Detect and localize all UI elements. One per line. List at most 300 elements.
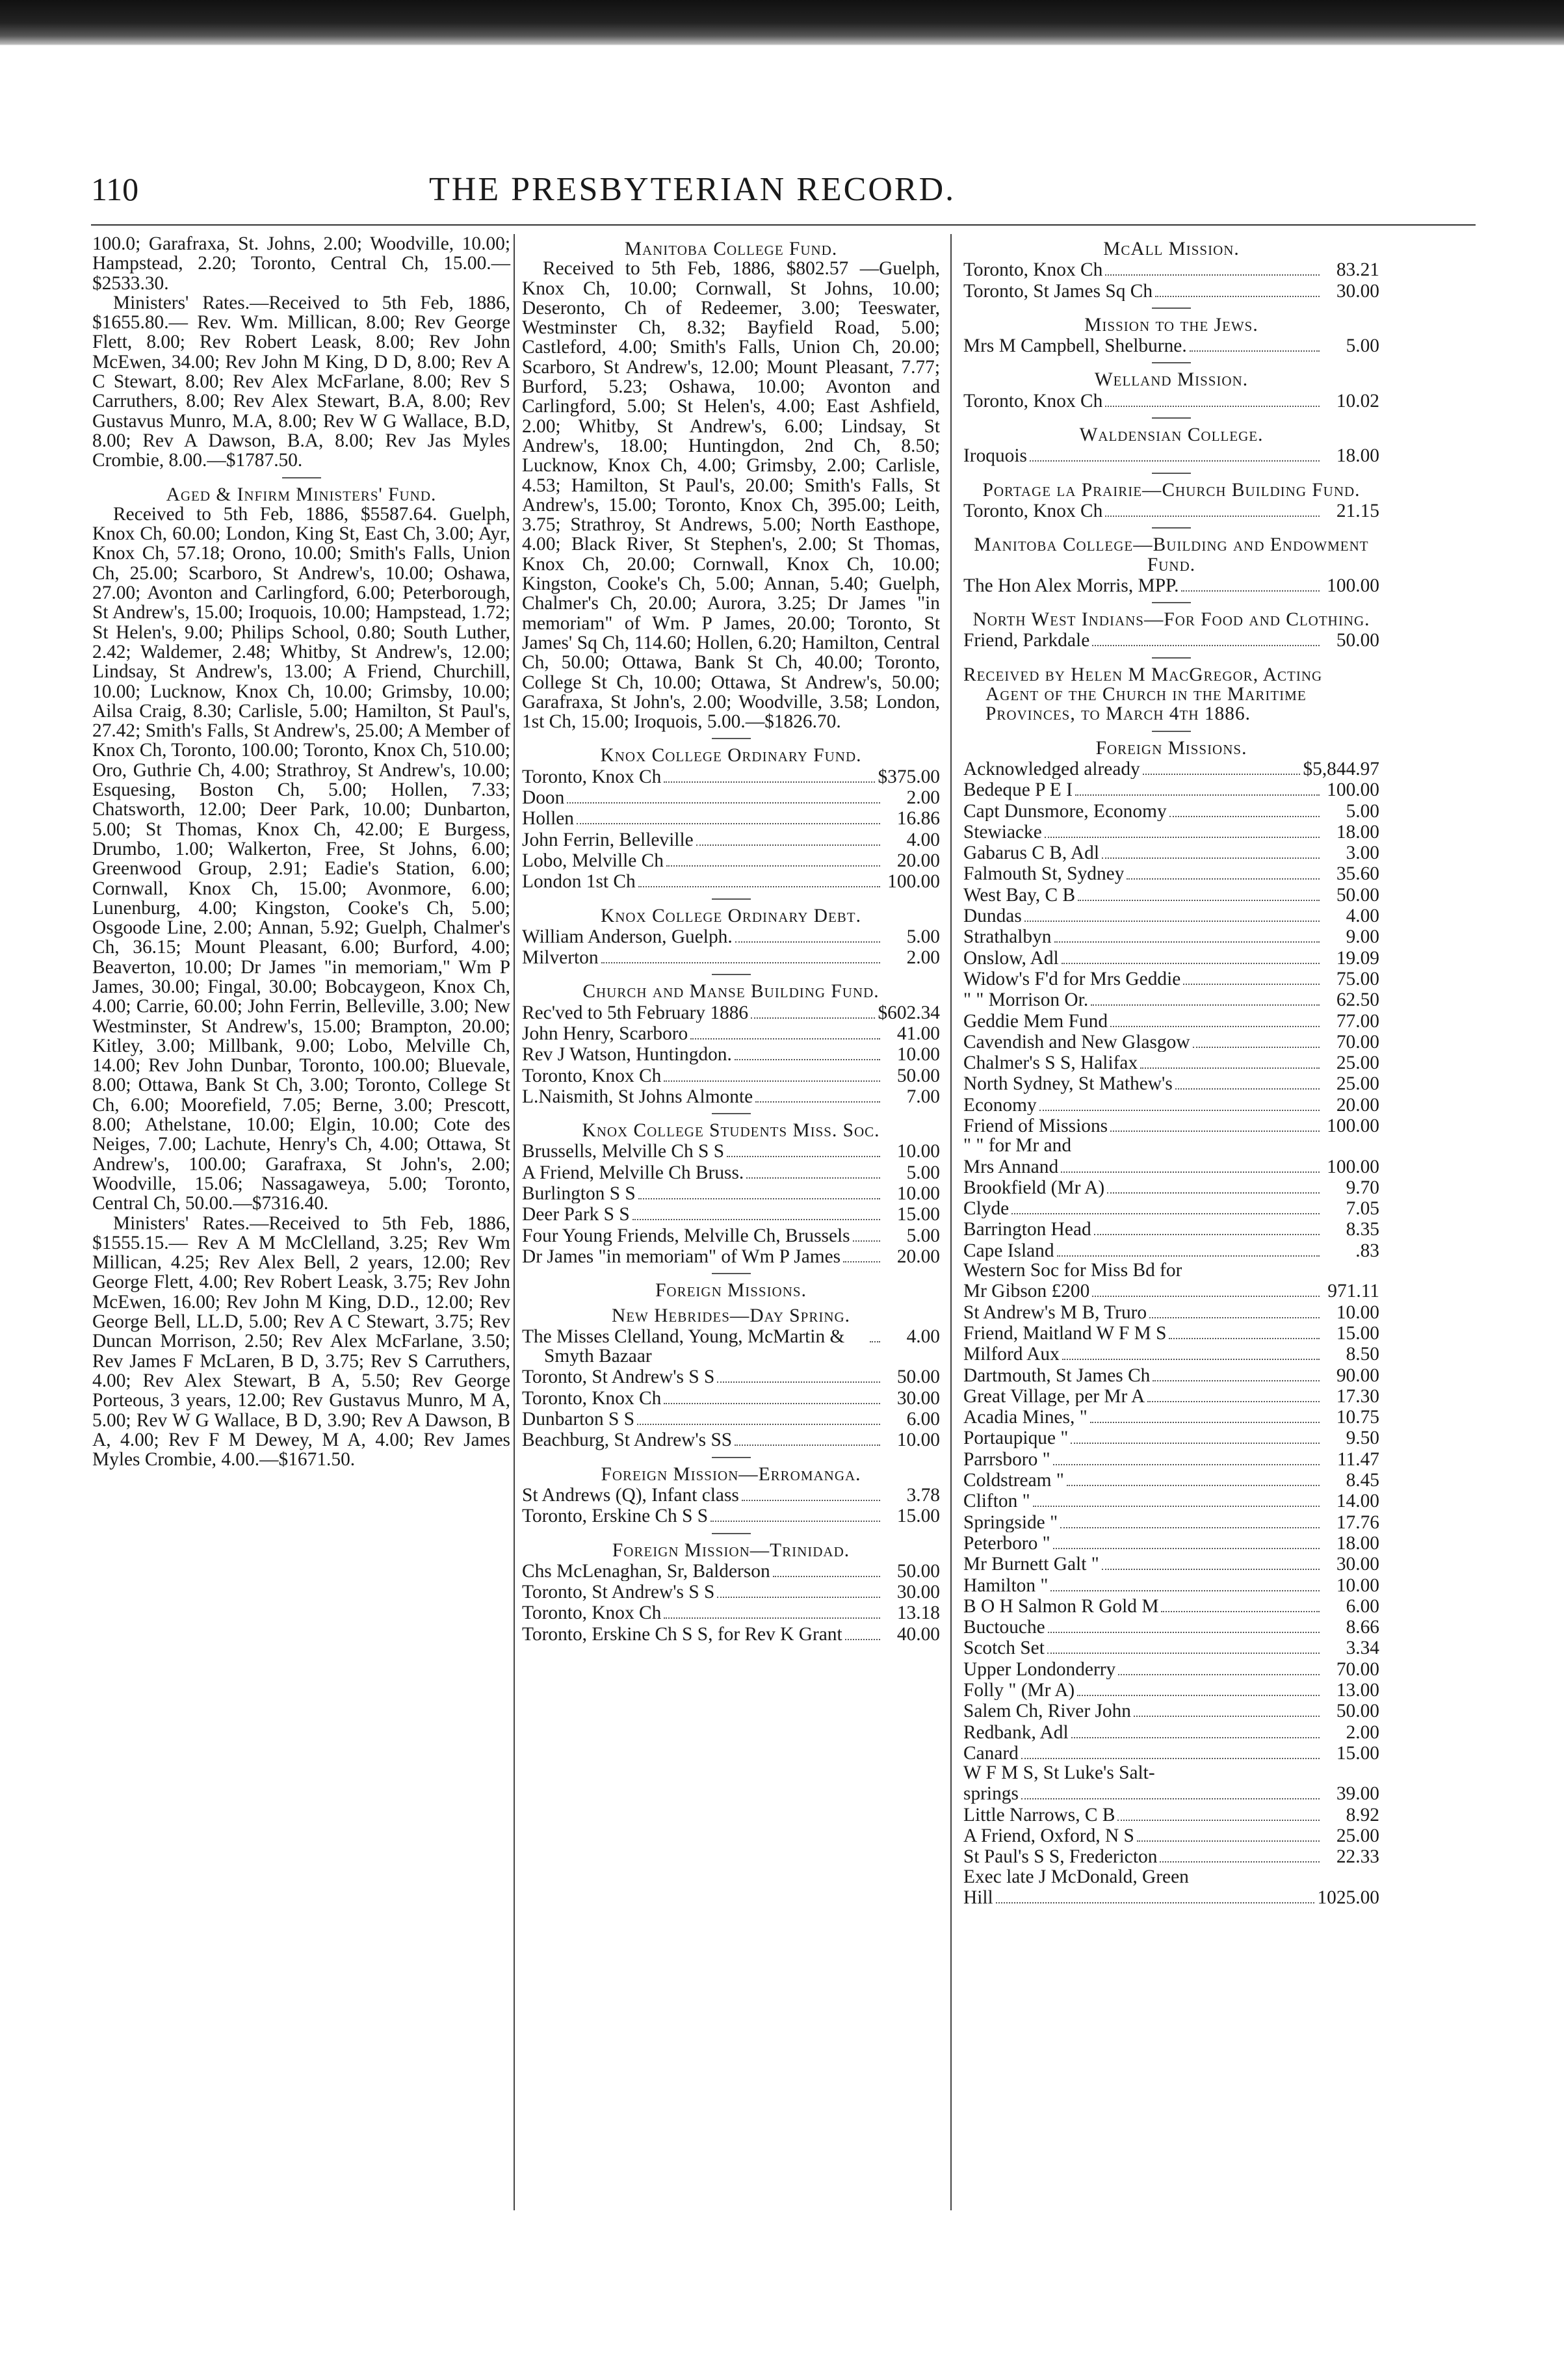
entry-name: Widow's F'd for Mrs Geddie: [963, 969, 1181, 989]
entry-name: Toronto, St Andrew's S S: [522, 1367, 715, 1387]
list-item: [963, 1595, 1379, 1616]
entry-amount: 10.00: [896, 1183, 940, 1205]
entry-name: St Andrew's M B, Truro: [963, 1302, 1147, 1322]
entry-amount: $375.00: [878, 766, 940, 787]
entry-amount: 16.86: [896, 808, 940, 830]
leader-dots: [1021, 1742, 1320, 1759]
entry-name: Mrs M Campbell, Shelburne.: [963, 336, 1187, 356]
list-item: [963, 1280, 1379, 1301]
entry-amount: 10.00: [896, 1044, 940, 1066]
trinidad-heading: Foreign Mission—Trinidad.: [612, 1539, 850, 1561]
entry-name: Hill: [963, 1887, 993, 1908]
leader-dots: [567, 787, 880, 804]
list-item: [963, 905, 1379, 926]
leader-dots: [717, 1366, 880, 1383]
running-title: THE PRESBYTERIAN RECORD.: [429, 171, 956, 208]
page-header: [91, 170, 1476, 216]
leader-dots: [1149, 1301, 1320, 1318]
entry-name: Lobo, Melville Ch: [522, 850, 664, 871]
leader-dots: [1062, 1343, 1320, 1360]
list-item: [522, 850, 940, 870]
list-item: [522, 1326, 940, 1367]
leader-dots: [870, 1326, 880, 1342]
entry-amount: 18.00: [1336, 445, 1379, 467]
scan-top-band: [0, 0, 1564, 46]
entry-name: Geddie Mem Fund: [963, 1011, 1108, 1031]
entry-amount: 971.11: [1327, 1281, 1379, 1302]
entry-name: North Sydney, St Mathew's: [963, 1074, 1173, 1094]
entry-amount: 21.15: [1336, 500, 1379, 521]
list-item: [963, 1427, 1379, 1448]
entry-name: springs: [963, 1784, 1019, 1804]
list-item: [522, 1246, 940, 1266]
list-item: [963, 884, 1379, 905]
leader-dots: [1143, 758, 1301, 775]
entry-name: Friend, Maitland W F M S: [963, 1323, 1167, 1344]
entry-name: Acadia Mines, ": [963, 1407, 1088, 1428]
leader-dots: [1102, 1553, 1320, 1570]
entry-name: Western Soc for Miss Bd for: [963, 1261, 1182, 1281]
section-divider: [1152, 657, 1191, 659]
entry-name: Toronto, St Andrew's S S: [522, 1582, 715, 1602]
entry-amount: 70.00: [1336, 1031, 1379, 1053]
leader-dots: [1039, 1094, 1320, 1111]
entry-amount: 11.47: [1336, 1448, 1379, 1470]
list-item: [963, 1804, 1379, 1825]
entry-amount: 62.50: [1336, 989, 1379, 1011]
entry-name: Iroquois: [963, 446, 1027, 466]
entry-amount: 5.00: [906, 1162, 940, 1183]
list-item: [963, 1867, 1379, 1887]
list-item: [963, 1825, 1379, 1846]
column-3: [963, 234, 1379, 1907]
entry-amount: 5.00: [906, 1225, 940, 1246]
manitoba-college-heading: Manitoba College Fund.: [624, 239, 838, 259]
leader-dots: [742, 1484, 880, 1501]
list-item: [963, 1490, 1379, 1511]
entry-name: London 1st Ch: [522, 872, 636, 892]
entry-name: Barrington Head: [963, 1220, 1091, 1240]
leader-dots: [853, 1225, 880, 1242]
entry-name: The Misses Clelland, Young, McMartin & Smyth Bazaar: [522, 1326, 845, 1367]
entry-amount: 30.00: [896, 1387, 940, 1409]
leader-dots: [710, 1505, 880, 1522]
entry-amount: $602.34: [878, 1002, 940, 1023]
leader-dots: [664, 1387, 880, 1404]
list-item: [963, 1115, 1379, 1136]
welland-heading: Welland Mission.: [1094, 369, 1249, 391]
dayspring-list: [522, 1366, 940, 1450]
entry-amount: 9.70: [1346, 1177, 1379, 1198]
section-divider: [282, 477, 321, 478]
list-item: [963, 259, 1379, 280]
leader-dots: [773, 1560, 880, 1577]
list-item: [963, 1469, 1379, 1490]
entry-amount: 50.00: [1336, 630, 1379, 651]
entry-amount: 9.00: [1346, 926, 1379, 948]
entry-amount: 25.00: [1336, 1073, 1379, 1095]
erromanga-list: [522, 1484, 940, 1526]
entry-name: Toronto, Erskine Ch S S: [522, 1506, 709, 1526]
portage-heading: Portage la Prairie—Church Building Fund.: [982, 479, 1361, 501]
entry-name: Great Village, per Mr A: [963, 1386, 1145, 1407]
leader-dots: [1092, 629, 1320, 646]
entry-name: Strathalbyn: [963, 927, 1052, 947]
entry-amount: 10.75: [1336, 1407, 1379, 1428]
leader-dots: [1102, 842, 1320, 859]
leader-dots: [1107, 1177, 1320, 1194]
entry-name: Brookfield (Mr A): [963, 1177, 1105, 1198]
entry-name: Upper Londonderry: [963, 1659, 1116, 1679]
column-2: [522, 234, 940, 1644]
header-rule: [91, 224, 1476, 226]
entry-name: Toronto, Knox Ch: [963, 260, 1103, 280]
entry-name: A Friend, Oxford, N S: [963, 1826, 1134, 1846]
leader-dots: [664, 766, 875, 783]
entry-name: " " Morrison Or.: [963, 990, 1089, 1010]
list-item: [522, 1203, 940, 1224]
leader-dots: [1071, 1427, 1320, 1444]
list-item: [963, 1783, 1379, 1803]
list-item: [522, 1505, 940, 1526]
leader-dots: [1011, 1197, 1320, 1214]
list-item: [963, 1343, 1379, 1364]
leader-dots: [1183, 968, 1320, 985]
church-manse-heading: Church and Manse Building Fund.: [582, 981, 880, 1002]
section-divider: [1152, 527, 1191, 529]
knox-debt-list: [522, 926, 940, 968]
leader-dots: [746, 1162, 880, 1179]
entry-name: Exec late J McDonald, Green: [963, 1866, 1189, 1887]
leader-dots: [601, 947, 880, 963]
entry-amount: 50.00: [896, 1065, 940, 1086]
entry-name: Acknowledged already: [963, 759, 1140, 779]
leader-dots: [1074, 1136, 1320, 1151]
entry-amount: 19.09: [1336, 947, 1379, 969]
entry-name: Mr Gibson £200: [963, 1281, 1090, 1301]
leader-dots: [690, 1023, 880, 1040]
leader-dots: [1091, 989, 1320, 1006]
leader-dots: [1158, 1763, 1320, 1779]
entry-name: Chalmer's S S, Halifax: [963, 1053, 1138, 1073]
entry-amount: 25.00: [1336, 1825, 1379, 1847]
list-item: [522, 1408, 940, 1429]
leader-dots: [1071, 1721, 1320, 1738]
entry-amount: 100.00: [1327, 1156, 1379, 1177]
list-item: [522, 807, 940, 828]
section-divider: [712, 1273, 751, 1274]
entry-amount: 75.00: [1336, 968, 1379, 989]
entry-name: Hamilton ": [963, 1575, 1049, 1595]
list-item: [963, 1094, 1379, 1115]
list-item: [963, 1553, 1379, 1574]
entry-amount: 9.50: [1346, 1428, 1379, 1449]
list-item: [522, 1484, 940, 1505]
entry-amount: 15.00: [1336, 1322, 1379, 1344]
leader-dots: [1110, 1010, 1320, 1027]
leader-dots: [1140, 1052, 1320, 1069]
list-item: [963, 758, 1379, 779]
entry-amount: 30.00: [1336, 1554, 1379, 1575]
entry-amount: 10.00: [1336, 1575, 1379, 1596]
column-1: [92, 234, 510, 1469]
entry-name: Deer Park S S: [522, 1205, 630, 1225]
entry-name: John Ferrin, Belleville: [522, 830, 694, 850]
entry-amount: 90.00: [1336, 1365, 1379, 1386]
leader-dots: [1153, 1365, 1320, 1381]
entry-name: Cape Island: [963, 1240, 1054, 1261]
entry-name: Capt Dunsmore, Economy: [963, 801, 1167, 821]
northwest-indians-list: [963, 629, 1379, 650]
leader-dots: [1021, 1783, 1320, 1799]
section-divider: [712, 1113, 751, 1114]
section-divider: [1152, 602, 1191, 603]
entry-amount: 83.21: [1336, 259, 1379, 281]
leader-dots: [1175, 1073, 1320, 1090]
continuation-paragraph: 100.0; Garafraxa, St. Johns, 2.00; Woodville, 10.00; Hampstead, 2.20; Toronto, Central Ch, 15.00.—$2533.30.: [92, 233, 510, 294]
ministers-rates-paragraph: Ministers' Rates.—Received to 5th Feb, 1886, $1655.80.— Rev. Wm. Millican, 8.00; Rev George Flett, 8.00; Rev Robert Leask, 8.00; Rev John McEwen, 34.00; Rev John M King, D D, 8.00; Rev A C Stewart, 8.00; Rev Alex McFarlane, 8.00; Rev S Carruthers, 8.00; Rev Alex Stewart, B.A, 8.00; Rev Gustavus Munro, M.A, 8.00; Rev W G Wallace, B.D, 8.00; Rev A Dawson, B.A, 8.00; Rev Jas Myles Crombie, 8.00.—$1787.50.: [92, 292, 510, 471]
list-item: [963, 1073, 1379, 1093]
leader-dots: [1169, 800, 1320, 817]
leader-dots: [735, 1429, 880, 1446]
entry-amount: 70.00: [1336, 1658, 1379, 1680]
list-item: [963, 1637, 1379, 1658]
entry-name: Canard: [963, 1743, 1019, 1764]
entry-amount: 3.78: [906, 1484, 940, 1506]
entry-name: Friend, Parkdale: [963, 631, 1090, 651]
entry-name: Peterboro ": [963, 1533, 1050, 1554]
leader-dots: [1134, 1700, 1320, 1717]
entry-amount: 8.35: [1346, 1219, 1379, 1240]
list-item: [522, 1429, 940, 1450]
welland-list: [963, 390, 1379, 411]
list-item: [963, 1448, 1379, 1469]
leader-dots: [996, 1887, 1315, 1903]
entry-amount: 15.00: [896, 1506, 940, 1527]
leader-dots: [1075, 779, 1320, 796]
entry-amount: 25.00: [1336, 1053, 1379, 1074]
entry-name: Hollen: [522, 809, 574, 829]
entry-name: Stewiacke: [963, 822, 1042, 843]
entry-amount: 41.00: [896, 1023, 940, 1044]
leader-dots: [1053, 1532, 1320, 1549]
list-item: [963, 1575, 1379, 1595]
foreign-missions-list: [963, 758, 1379, 1907]
list-item: [963, 575, 1379, 595]
entry-name: Bedeque P E I: [963, 780, 1073, 800]
list-item: [522, 1002, 940, 1023]
entry-amount: 7.05: [1346, 1198, 1379, 1220]
list-item: [522, 1183, 940, 1203]
portage-list: [963, 500, 1379, 521]
list-item: [963, 1322, 1379, 1343]
leader-dots: [1030, 445, 1320, 462]
entry-name: " " for Mr and: [963, 1136, 1072, 1156]
entry-name: Brussells, Melville Ch S S: [522, 1142, 725, 1162]
leader-dots: [1054, 926, 1320, 943]
section-divider: [712, 1457, 751, 1458]
entry-amount: 50.00: [1336, 884, 1379, 906]
leader-dots: [1192, 1867, 1320, 1883]
leader-dots: [664, 1065, 880, 1082]
entry-name: Friend of Missions: [963, 1116, 1108, 1136]
leader-dots: [1048, 1616, 1320, 1633]
list-item: [963, 280, 1379, 301]
list-item: [963, 779, 1379, 800]
list-item: [963, 1218, 1379, 1239]
list-item: [963, 926, 1379, 947]
entry-name: St Paul's S S, Fredericton: [963, 1847, 1158, 1867]
list-item: [522, 1043, 940, 1064]
list-item: [522, 870, 940, 891]
list-item: [963, 989, 1379, 1010]
list-item: [963, 1721, 1379, 1742]
entry-name: Toronto, Erskine Ch S S, for Rev K Grant: [522, 1624, 842, 1644]
list-item: [522, 787, 940, 807]
leader-dots: [666, 850, 880, 867]
entry-amount: 2.00: [906, 947, 940, 969]
entry-name: Little Narrows, C B: [963, 1805, 1115, 1825]
aged-infirm-paragraph: Received to 5th Feb, 1886, $5587.64. Guelph, Knox Ch, 60.00; London, King St, East Ch, 3.00; Ayr, Knox Ch, 57.18; Orono, 10.00; Smith's Falls, Union Ch, 25.00; Scarboro, St Andrew's, 10.00; Oshawa, 27.00; Avonton and Carlingford, 6.00; Peterborough, St Andrew's, 15.00; Iroquois, 10.00; Hampstead, 1.72; St Helen's, 9.00; Philips School, 0.80; South Luther, 2.42; Waldemer, 2.48; Whitby, St Andrew's, 12.00; Lindsay, St Andrew's, 13.00; A Friend, Churchill, 10.00; Lucknow, Knox Ch, 10.00; Grimsby, 10.00; Ailsa Craig, 8.30; Carlisle, 5.00; Hamilton, St Paul's, 27.42; Smith's Falls, St Andrew's, 25.00; A Member of Knox Ch, Toronto, 100.00; Toronto, Knox Ch, 510.00; Oro, Guthrie Ch, 4.00; Strathroy, St Andrew's, 10.00; Esquesing, Boston Ch, 5.00; Hollen, 7.33; Chatsworth, 12.00; Deer Park, 10.00; Dunbarton, 5.00; St Thomas, Knox Ch, 42.00; E Burgess, Drumbo, 1.00; Walkerton, Free, St Johns, 6.00; Greenwood Group, 2.91; Eadie's Station, 6.00; Cornwall, Knox Ch, 15.00; Avonmore, 6.00; Lunenburg, 4.00; Kingston, Cooke's Ch, 5.00; Osgoode Line, 2.00; Annan, 5.92; Guelph, Chalmer's Ch, 36.15; Mount Pleasant, 6.00; Burford, 4.00; Beaverton, 10.00; Dr James "in memoriam," Wm P James, 30.00; Fingal, 30.00; Bobcaygeon, Knox Ch, 4.00; Carrie, 60.00; John Ferrin, Belleville, 3.00; New Westminster, St Andrew's, 15.00; Brampton, 20.00; Kitley, 3.00; Millbank, 9.00; Lobo, Melville Ch, 14.00; Rev John Dunbar, Toronto, 100.00; Bluevale, 8.00; Ottawa, Bank St Ch, 3.00; Toronto, College St Ch, 6.00; Moorefield, 7.05; Berne, 3.00; Prescott, 8.00; Athelstane, 10.00; Elgin, 10.00; Cote des Neiges, 7.00; Lachute, Henry's Ch, 4.00; Ottawa, St Andrew's, 100.00; Garafraxa, St John's, 2.00; Woodville, 15.06; Nassagaweya, 5.00; Toronto, Central Ch, 50.00.—$7316.40.: [92, 503, 510, 1214]
entry-amount: 50.00: [896, 1367, 940, 1388]
list-item: [522, 947, 940, 967]
list-item: [522, 1140, 940, 1161]
entry-amount: 13.18: [896, 1602, 940, 1624]
entry-amount: 8.66: [1346, 1617, 1379, 1638]
entry-amount: 100.00: [1327, 1115, 1379, 1136]
list-item: [963, 1616, 1379, 1637]
entry-amount: 30.00: [1336, 280, 1379, 302]
entry-name: Parrsboro ": [963, 1449, 1050, 1470]
leader-dots: [664, 1602, 880, 1619]
entry-amount: 39.00: [1336, 1783, 1379, 1805]
list-item: [522, 1581, 940, 1602]
entry-name: Toronto, Knox Ch: [522, 1388, 662, 1409]
entry-amount: 20.00: [896, 1246, 940, 1267]
list-item: [963, 1136, 1379, 1155]
list-item: [963, 1031, 1379, 1052]
entry-amount: 1025.00: [1317, 1887, 1379, 1908]
leader-dots: [1094, 1218, 1320, 1235]
leader-dots: [1118, 1658, 1320, 1675]
section-divider: [712, 1533, 751, 1534]
entry-amount: 18.00: [1336, 821, 1379, 843]
entry-name: Toronto, Knox Ch: [522, 1066, 662, 1086]
list-item: [963, 1511, 1379, 1532]
leader-dots: [1090, 1406, 1320, 1423]
entry-amount: 100.00: [887, 871, 940, 893]
list-item: [963, 1385, 1379, 1406]
leader-dots: [1078, 884, 1320, 901]
leader-dots: [1057, 1240, 1320, 1257]
entry-name: Milverton: [522, 948, 599, 968]
entry-name: William Anderson, Guelph.: [522, 926, 733, 947]
received-by-heading: Received by Helen M MacGregor, Acting Agent of the Church in the Maritime Provinces, to March 4th 1886.: [963, 664, 1323, 725]
list-item: [963, 390, 1379, 411]
list-item: [963, 1846, 1379, 1866]
entry-amount: 3.34: [1346, 1638, 1379, 1659]
leader-dots: [632, 1203, 880, 1220]
entry-amount: 17.30: [1336, 1385, 1379, 1407]
column-rule-1: [514, 234, 515, 2210]
entry-name: Scotch Set: [963, 1638, 1045, 1658]
list-item: [522, 926, 940, 947]
entry-name: Mr Burnett Galt ": [963, 1554, 1099, 1575]
knox-ordinary-heading: Knox College Ordinary Fund.: [600, 745, 862, 766]
entry-amount: 8.50: [1346, 1344, 1379, 1365]
entry-name: Economy: [963, 1095, 1037, 1115]
entry-amount: 7.00: [906, 1086, 940, 1107]
leader-dots: [577, 807, 880, 824]
entry-amount: 6.00: [1346, 1595, 1379, 1617]
entry-name: Folly " (Mr A): [963, 1680, 1075, 1701]
knox-ordinary-list: [522, 766, 940, 892]
leader-dots: [1047, 1637, 1320, 1654]
students-list: [522, 1140, 940, 1224]
entry-name: Clyde: [963, 1199, 1010, 1219]
entry-name: W F M S, St Luke's Salt-: [963, 1763, 1155, 1783]
section-divider: [1152, 417, 1191, 419]
leader-dots: [1067, 1469, 1320, 1486]
list-item: [963, 1532, 1379, 1553]
entry-name: Buctouche: [963, 1617, 1045, 1638]
entry-amount: 2.00: [906, 787, 940, 809]
list-item: [963, 1240, 1379, 1261]
list-item: [963, 1177, 1379, 1197]
list-item: [963, 445, 1379, 465]
leader-dots: [1117, 1804, 1320, 1821]
section-divider: [712, 898, 751, 900]
entry-name: L.Naismith, St Johns Almonte: [522, 1086, 753, 1107]
entry-name: Springside ": [963, 1512, 1058, 1532]
list-item: [522, 1225, 940, 1246]
entry-name: Mrs Annand: [963, 1157, 1059, 1177]
entry-amount: 50.00: [896, 1560, 940, 1582]
section-divider: [1152, 731, 1191, 732]
entry-name: Redbank, Adl: [963, 1722, 1069, 1742]
entry-name: Coldstream ": [963, 1471, 1064, 1491]
entry-amount: $5,844.97: [1303, 758, 1379, 779]
section-divider: [712, 974, 751, 975]
list-item: [963, 1763, 1379, 1783]
foreign-missions-heading: Foreign Missions.: [655, 1280, 807, 1301]
entry-amount: 5.00: [1346, 800, 1379, 822]
entry-amount: 5.00: [906, 926, 940, 947]
leader-dots: [1105, 390, 1320, 407]
list-item: [522, 1560, 940, 1581]
entry-amount: 13.00: [1336, 1680, 1379, 1701]
leader-dots: [638, 870, 880, 887]
list-item: [963, 947, 1379, 968]
list-item: [963, 1406, 1379, 1427]
entry-name: Chs McLenaghan, Sr, Balderson: [522, 1561, 770, 1582]
entry-name: John Henry, Scarboro: [522, 1023, 688, 1044]
entry-name: Toronto, Knox Ch: [963, 501, 1103, 521]
students-heading: Knox College Students Miss. Soc.: [582, 1120, 880, 1142]
ministers-rates-paragraph-2: Ministers' Rates.—Received to 5th Feb, 1886, $1555.15.— Rev A M McClelland, 3.25; Rev Wm Millican, 4.25; Rev Alex Bell, 2 years, 12.00; Rev George Flett, 4.00; Rev Robert Leask, 3.75; Rev John McEwen, 16.00; Rev John M King, D.D., 12.00; Rev George Bell, LL.D, 5.00; Rev A C Stewart, 3.75; Rev Duncan Morrison, 2.50; Rev Alex McFarlane, 3.50; Rev James F McLaren, B D, 3.75; Rev S Carruthers, 4.00; Rev Alex Stewart, B A, 5.50; Rev George Porteous, 3 years, 12.00; Rev Gustavus Munro, M A, 5.00; Rev W G Wallace, B D, 3.90; Rev A Dawson, B A, 4.00; Rev F M Dewey, M A, 4.00; Rev James Myles Crombie, 4.00.—$1671.50.: [92, 1212, 510, 1471]
entry-amount: 2.00: [1346, 1721, 1379, 1743]
leader-dots: [843, 1246, 880, 1262]
list-item: [963, 1301, 1379, 1322]
leader-dots: [1127, 863, 1320, 880]
list-item: [963, 1010, 1379, 1031]
list-item: [963, 1742, 1379, 1763]
entry-amount: 4.00: [1346, 906, 1379, 927]
entry-amount: 100.00: [1327, 575, 1379, 596]
church-manse-list: [522, 1002, 940, 1106]
entry-name: Toronto, Knox Ch: [963, 391, 1103, 412]
leader-dots: [1061, 1156, 1320, 1173]
